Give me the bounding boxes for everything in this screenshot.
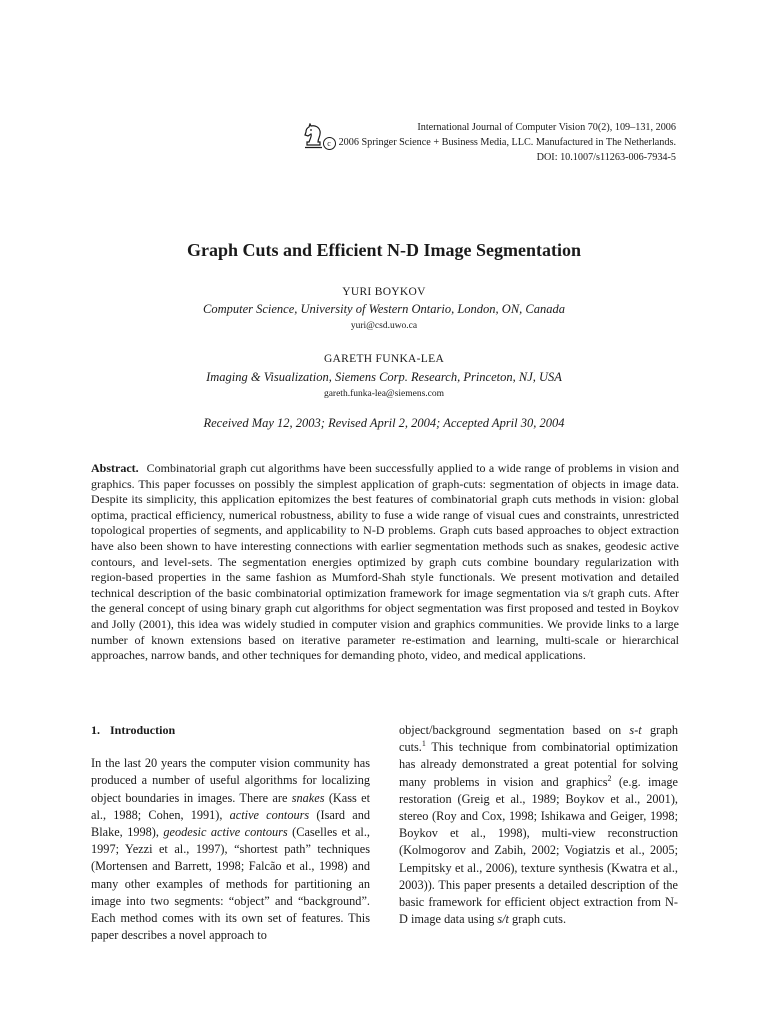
author-name: GARETH FUNKA-LEA bbox=[323, 353, 445, 365]
section-title: Introduction bbox=[110, 723, 176, 737]
text-run: (e.g. image restoration (Greig et al., 1989; Boykov et al., 2001), stereo (Roy and Cox, 1998; Ishikawa and Geiger, 1998; Boykov et al., 1998), multi-view reconstruction (Kolmogorov and Zabih, 2002; Vogiatzis et al., 2005; Lempitsky et al., 2006), texture synthesis (Kwatra et al., 2003)). This paper presents a detailed description of the basic framework for efficient object extraction from N-D image data using bbox=[399, 774, 679, 927]
text-run: object/background segmentation based on bbox=[399, 723, 630, 737]
intro-paragraph-continued bbox=[399, 722, 678, 928]
section-heading bbox=[91, 722, 370, 739]
abstract bbox=[91, 461, 679, 664]
author-name: YURI BOYKOV bbox=[342, 286, 426, 298]
author-email[interactable]: yuri@csd.uwo.ca bbox=[350, 321, 418, 331]
author-affiliation: Imaging & Visualization, Siemens Corp. Research, Princeton, NJ, USA bbox=[206, 370, 562, 384]
intro-paragraph bbox=[91, 755, 370, 944]
journal-citation: International Journal of Computer Vision 70(2), 109–131, 2006 bbox=[417, 122, 676, 133]
author-affiliation: Computer Science, University of Western Ontario, London, ON, Canada bbox=[202, 302, 565, 316]
section-number: 1. bbox=[91, 723, 100, 737]
text-run: (Caselles et al., 1997; Yezzi et al., 1997), “shortest path” techniques (Mortensen and Barrett, 1998; Falcão et al., 1998) and many other examples of methods for partitioning an image into two segments: “object” and “background”. Each method comes with its own set of features. This paper describes a novel approach to bbox=[91, 825, 370, 943]
italic-term: geodesic active contours bbox=[163, 825, 288, 840]
left-column bbox=[91, 722, 370, 944]
doi: DOI: 10.1007/s11263-006-7934-5 bbox=[536, 152, 676, 163]
abstract-text: Combinatorial graph cut algorithms have been successfully applied to a wide range of problems in vision and graphics. This paper focusses on possibly the simplest application of graph-cuts: segmentation of objects in image data. Despite its simplicity, this application epitomizes the best features of combinatorial graph cuts methods in vision: global optima, practical efficiency, numerical robustness, ability to fuse a wide range of visual cues and constraints, unrestricted topological properties of segments, and applicability to N-D problems. Graph cuts based approaches to object extraction have also been shown to have interesting connections with earlier segmentation methods such as snakes, geodesic active contours, and level-sets. The segmentation energies optimized by graph cuts combine boundary regularization with region-based properties in the same fashion as Mumford-Shah style functionals. We present motivation and detailed technical description of the basic combinatorial optimization framework for image segmentation via s/t graph cuts. After the general concept of using binary graph cut algorithms for object segmentation was first proposed and tested in Boykov and Jolly (2001), this idea was widely studied in computer vision and graphics communities. We provide links to a large number of known extensions based on iterative parameter re-estimation and learning, multi-scale or hierarchical approaches, narrow bands, and other techniques for demanding photo, video, and medical applications. bbox=[91, 461, 679, 663]
italic-term: s-t bbox=[629, 723, 642, 737]
text-run: (Isard and Blake, 1998), bbox=[91, 807, 370, 840]
italic-term: active contours bbox=[229, 807, 310, 822]
text-run: graph cuts. bbox=[508, 912, 567, 927]
italic-term: s/t bbox=[497, 912, 509, 927]
paper-title: Graph Cuts and Efficient N-D Image Segmentation bbox=[187, 240, 581, 260]
footnote-marker[interactable]: 2 bbox=[607, 773, 612, 783]
abstract-label: Abstract. bbox=[91, 461, 139, 475]
author-email[interactable]: gareth.funka-lea@siemens.com bbox=[323, 389, 445, 399]
text-run: graph cuts. bbox=[399, 723, 678, 755]
italic-term: snakes bbox=[291, 790, 325, 805]
submission-dates: Received May 12, 2003; Revised April 2, 2004; Accepted April 30, 2004 bbox=[203, 416, 565, 430]
text-run: This technique from combinatorial optimization has already demonstrated a great potential for solving many problems in vision and graphics bbox=[399, 740, 678, 789]
footnote-marker[interactable]: 1 bbox=[421, 739, 426, 749]
copyright-line bbox=[323, 135, 676, 150]
journal-header bbox=[323, 120, 676, 165]
right-column bbox=[399, 722, 678, 928]
text-run: In the last 20 years the computer vision community has produced a number of useful algorithms for localizing object boundaries in images. There are bbox=[91, 756, 370, 805]
text-run: (Kass et al., 1988; Cohen, 1991), bbox=[91, 790, 370, 822]
copyright-icon: c bbox=[323, 137, 336, 150]
copyright-text: 2006 Springer Science + Business Media, LLC. Manufactured in The Netherlands. bbox=[338, 137, 676, 148]
